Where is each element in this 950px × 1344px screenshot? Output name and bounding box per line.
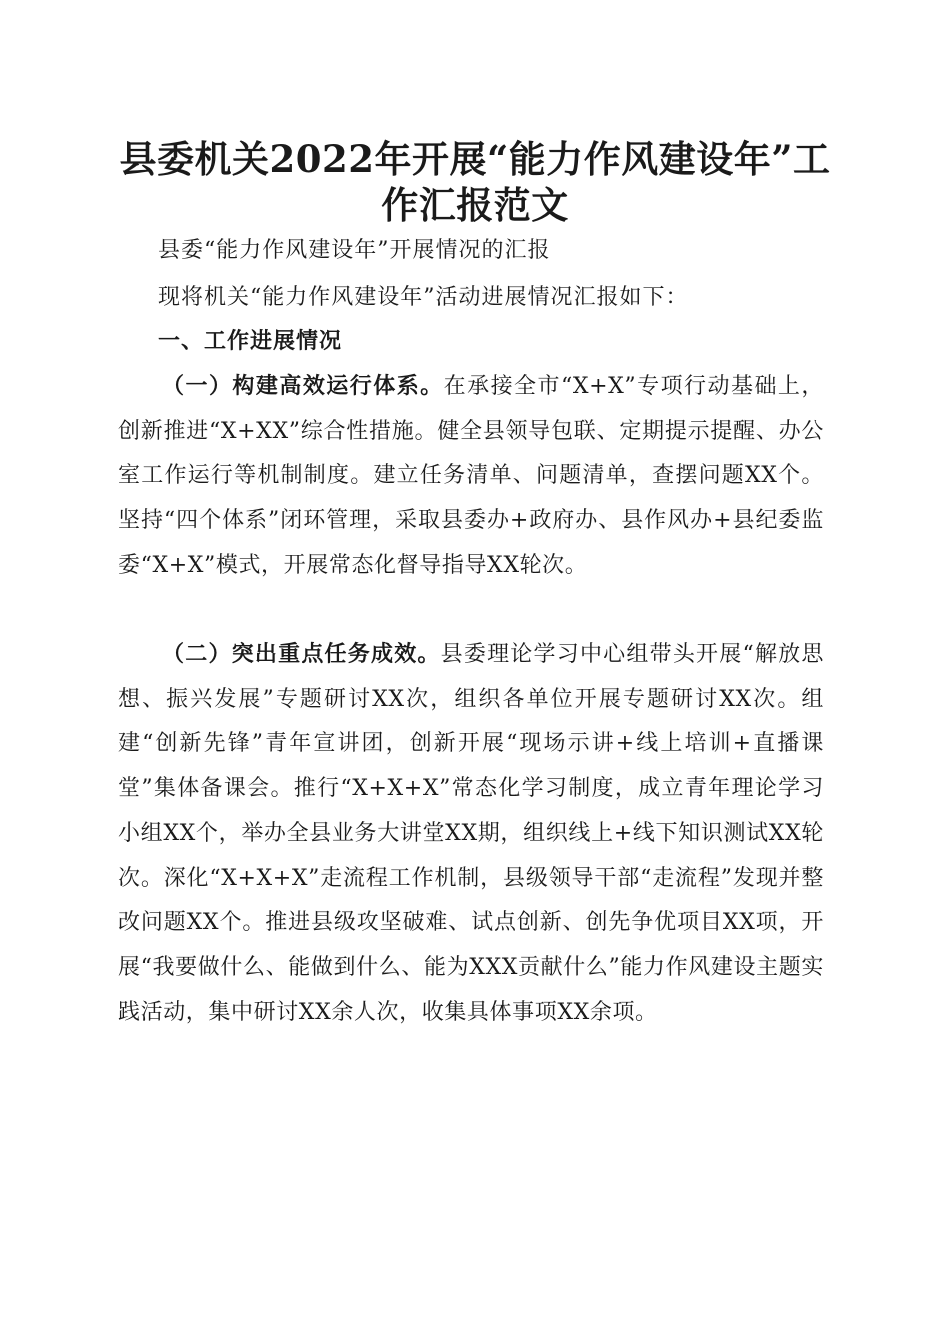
document-subtitle: 县委“能力作风建设年”开展情况的汇报 [158, 238, 551, 263]
section-heading-progress: 一、工作进展情况 [158, 329, 343, 354]
paragraph-key-tasks [118, 632, 824, 1035]
paragraph-operation-system [118, 364, 824, 589]
paragraph-lead: （二）突出重点任务成效。 [162, 641, 441, 667]
document-title: 县委机关2022年开展“能力作风建设年”工作汇报范文 [119, 137, 831, 227]
intro-line: 现将机关“能力作风建设年”活动进展情况汇报如下： [158, 285, 689, 310]
paragraph-lead: （一）构建高效运行体系。 [162, 373, 444, 399]
paragraph-body: 在承接全市“X+X”专项行动基础上，创新推进“X+XX”综合性措施。健全县领导包联、定期提示提醒、办公室工作运行等机制制度。建立任务清单、问题清单，查摆问题XX个。坚持“四个体系”闭环管理，采取县委办+政府办、县作风办+县纪委监委“X+X”模式，开展常态化督导指导XX轮次。 [118, 374, 824, 578]
paragraph-body: 县委理论学习中心组带头开展“解放思想、振兴发展”专题研讨XX次，组织各单位开展专题研讨XX次。组建“创新先锋”青年宣讲团，创新开展“现场示讲+线上培训+直播课堂”集体备课会。推行“X+X+X”常态化学习制度，成立青年理论学习小组XX个，举办全县业务大讲堂XX期，组织线上+线下知识测试XX轮次。深化“X+X+X”走流程工作机制，县级领导干部“走流程”发现并整改问题XX个。推进县级攻坚破难、试点创新、创先争优项目XX项，开展“我要做什么、能做到什么、能为XXX贡献什么”能力作风建设主题实践活动，集中研讨XX余人次，收集具体事项XX余项。 [118, 642, 824, 1025]
